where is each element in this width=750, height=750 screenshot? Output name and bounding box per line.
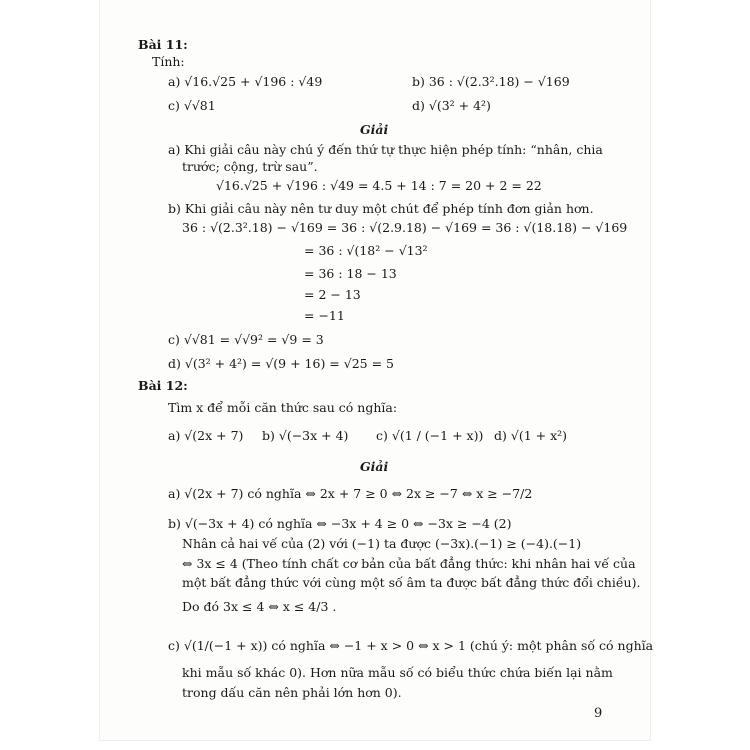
bai12-title: Bài 12: bbox=[138, 378, 188, 393]
bai11-sol-a-line1: a) Khi giải câu này chú ý đến thứ tự thực hiện phép tính: “nhân, chia bbox=[168, 142, 603, 157]
bai12-qa: a) √(2x + 7) bbox=[168, 428, 244, 443]
bai12-qb: b) √(−3x + 4) bbox=[262, 428, 349, 443]
bai12-giai-heading: Giải bbox=[360, 459, 389, 474]
bai12-sol-c-line3: trong dấu căn nên phải lớn hơn 0). bbox=[182, 685, 402, 700]
bai11-giai-heading: Giải bbox=[360, 122, 389, 137]
bai11-intro: Tính: bbox=[152, 54, 185, 69]
bai12-intro: Tìm x để mỗi căn thức sau có nghĩa: bbox=[168, 400, 398, 415]
bai12-sol-b: b) √(−3x + 4) có nghĩa ⇔ −3x + 4 ≥ 0 ⇔ −3x ≥ −4 (2) bbox=[168, 516, 512, 531]
bai12-sol-a: a) √(2x + 7) có nghĩa ⇔ 2x + 7 ≥ 0 ⇔ 2x ≥ −7 ⇔ x ≥ −7/2 bbox=[168, 486, 533, 501]
bai11-title: Bài 11: bbox=[138, 37, 188, 52]
bai11-sol-a-line2: trước; cộng, trừ sau”. bbox=[182, 159, 318, 174]
bai12-sol-b-line4: một bất đẳng thức với cùng một số âm ta được bất đẳng thức đổi chiều). bbox=[182, 575, 641, 590]
bai11-qc: c) √√81 bbox=[168, 98, 216, 113]
bai11-qb: b) 36 : √(2.3².18) − √169 bbox=[412, 74, 570, 89]
bai11-sol-b-line6: = −11 bbox=[304, 308, 345, 323]
bai11-sol-b-line2: 36 : √(2.3².18) − √169 = 36 : √(2.9.18) − √169 = 36 : √(18.18) − √169 bbox=[182, 220, 628, 235]
bai12-sol-b-line2: Nhân cả hai vế của (2) với (−1) ta được (−3x).(−1) ≥ (−4).(−1) bbox=[182, 536, 582, 551]
bai12-sol-b-line3: ⇔ 3x ≤ 4 (Theo tính chất cơ bản của bất đẳng thức: khi nhân hai vế của bbox=[182, 556, 636, 571]
bai12-qc: c) √(1 / (−1 + x)) bbox=[376, 428, 484, 443]
bai12-sol-c-line2: khi mẫu số khác 0). Hơn nữa mẫu số có biểu thức chứa biến lại nằm bbox=[182, 665, 613, 680]
bai11-sol-a-calc: √16.√25 + √196 : √49 = 4.5 + 14 : 7 = 20 + 2 = 22 bbox=[216, 178, 542, 193]
bai11-sol-b-line4: = 36 : 18 − 13 bbox=[304, 266, 397, 281]
bai11-qa: a) √16.√25 + √196 : √49 bbox=[168, 74, 323, 89]
bai11-qd: d) √(3² + 4²) bbox=[412, 98, 491, 113]
bai11-sol-b-line3: = 36 : √(18² − √13² bbox=[304, 243, 428, 258]
bai11-sol-b-line5: = 2 − 13 bbox=[304, 287, 361, 302]
bai12-sol-b-line5: Do đó 3x ≤ 4 ⇔ x ≤ 4/3 . bbox=[182, 599, 337, 614]
page-number: 9 bbox=[594, 706, 603, 721]
bai11-sol-b-line1: b) Khi giải câu này nên tư duy một chút để phép tính đơn giản hơn. bbox=[168, 201, 594, 216]
bai12-sol-c: c) √(1/(−1 + x)) có nghĩa ⇔ −1 + x > 0 ⇔ x > 1 (chú ý: một phân số có nghĩa bbox=[168, 638, 654, 653]
bai12-qd: d) √(1 + x²) bbox=[494, 428, 568, 443]
bai11-sol-c: c) √√81 = √√9² = √9 = 3 bbox=[168, 332, 324, 347]
bai11-sol-d: d) √(3² + 4²) = √(9 + 16) = √25 = 5 bbox=[168, 356, 395, 371]
